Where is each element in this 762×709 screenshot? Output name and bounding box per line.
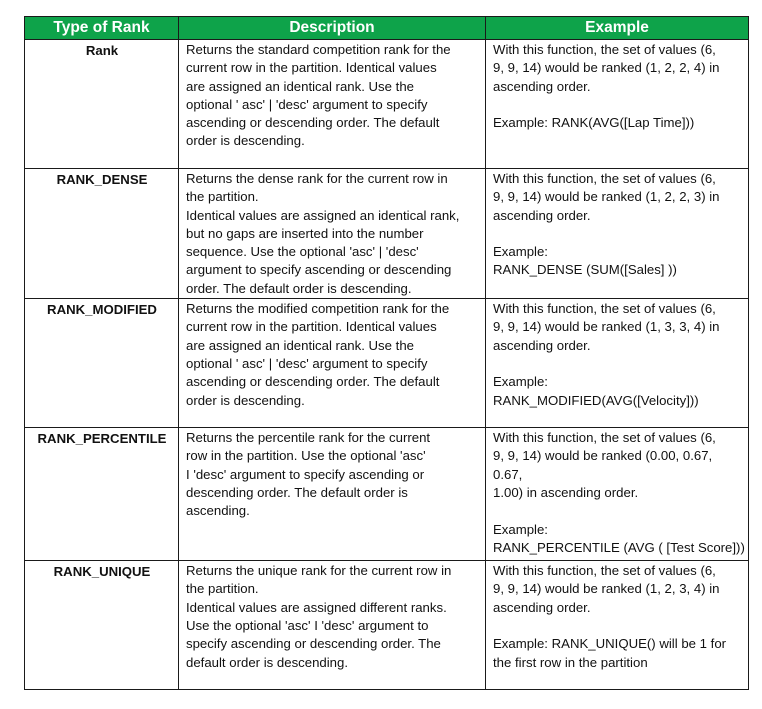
example-text-line: 9, 9, 14) would be ranked (0.00, 0.67, (493, 448, 713, 464)
table-row (25, 561, 749, 690)
rank-type-name: RANK_PERCENTILE (25, 428, 179, 561)
description-line: argument to specify ascending or descending (186, 262, 452, 278)
rank-type-name: RANK_DENSE (25, 169, 179, 299)
example-code-line: the first row in the partition (493, 654, 648, 670)
description-line: current row in the partition. Identical values (186, 319, 437, 335)
description-line: Returns the standard competition rank for the (186, 42, 451, 57)
description-line: Use the optional 'asc' I 'desc' argument to (186, 617, 429, 633)
table-row (25, 428, 749, 561)
description-line: the partition. (186, 581, 259, 597)
description-line: row in the partition. Use the optional 'asc' (186, 448, 426, 464)
header-row (25, 17, 749, 40)
example-spacer (493, 225, 742, 243)
example-text-line: 9, 9, 14) would be ranked (1, 2, 2, 4) in (493, 60, 720, 76)
description-line: Returns the unique rank for the current row in (186, 563, 452, 579)
description-line: but no gaps are inserted into the number (186, 225, 424, 241)
rank-description (179, 428, 486, 561)
description-line: order. The default order is descending. (186, 280, 412, 296)
description-line: Identical values are assigned an identical rank, (186, 207, 460, 223)
table-row (25, 40, 749, 169)
description-line: the partition. (186, 189, 259, 205)
description-line: I 'desc' argument to specify ascending or (186, 466, 425, 482)
description-line: ascending or descending order. The default (186, 115, 440, 131)
example-text-line: 0.67, (493, 466, 523, 482)
example-text-line: 9, 9, 14) would be ranked (1, 3, 3, 4) in (493, 319, 720, 335)
example-code-line: Example: (493, 521, 548, 537)
description-line: sequence. Use the optional 'asc' | 'desc' (186, 244, 419, 260)
example-text-line: With this function, the set of values (6, (493, 301, 716, 317)
description-line: optional ' asc' | 'desc' argument to specify (186, 355, 428, 371)
description-line: optional ' asc' | 'desc' argument to specify (186, 96, 428, 112)
example-text-line: ascending order. (493, 207, 591, 223)
rank-description (179, 40, 486, 169)
rank-type-name: Rank (25, 40, 179, 169)
rank-example (486, 40, 749, 169)
example-code-line: RANK_DENSE (SUM([Sales] )) (493, 262, 677, 278)
table-row (25, 299, 749, 428)
description-line: order is descending. (186, 133, 305, 149)
header-description: Description (179, 17, 486, 40)
rank-description (179, 169, 486, 299)
example-code-line: RANK_PERCENTILE (AVG ( [Test Score])) (493, 539, 745, 555)
rank-example (486, 561, 749, 690)
rank-example (486, 299, 749, 428)
example-text-line: 9, 9, 14) would be ranked (1, 2, 2, 3) in (493, 189, 720, 205)
description-line: ascending or descending order. The default (186, 374, 440, 390)
description-line: are assigned an identical rank. Use the (186, 337, 414, 353)
example-text-line: With this function, the set of values (6, (493, 430, 716, 446)
description-line: Returns the percentile rank for the current (186, 430, 431, 446)
example-spacer (493, 355, 742, 373)
description-line: descending order. The default order is (186, 484, 408, 500)
description-line: Returns the modified competition rank for the (186, 301, 450, 317)
example-code-line: Example: RANK_UNIQUE() will be 1 for (493, 636, 727, 652)
example-text-line: ascending order. (493, 78, 591, 94)
example-code-line: RANK_MODIFIED(AVG([Velocity])) (493, 392, 699, 408)
example-text-line: 1.00) in ascending order. (493, 484, 639, 500)
rank-functions-table (24, 16, 749, 690)
example-text-line: ascending order. (493, 599, 591, 615)
example-code-line: Example: (493, 374, 548, 390)
rank-type-name: RANK_UNIQUE (25, 561, 179, 690)
example-text-line: 9, 9, 14) would be ranked (1, 2, 3, 4) in (493, 581, 720, 597)
description-line: ascending. (186, 503, 250, 519)
description-line: Identical values are assigned different ranks. (186, 599, 447, 615)
rank-type-name: RANK_MODIFIED (25, 299, 179, 428)
example-code-line: Example: RANK(AVG([Lap Time])) (493, 115, 695, 131)
header-example: Example (486, 17, 749, 40)
example-spacer (493, 617, 742, 635)
header-type-of-rank: Type of Rank (25, 17, 179, 40)
example-text-line: ascending order. (493, 337, 591, 353)
table-row (25, 169, 749, 299)
rank-description (179, 561, 486, 690)
description-line: Returns the dense rank for the current row in (186, 171, 448, 186)
rank-example (486, 428, 749, 561)
rank-example (486, 169, 749, 299)
description-line: current row in the partition. Identical values (186, 60, 437, 76)
example-text-line: With this function, the set of values (6, (493, 171, 716, 186)
example-text-line: With this function, the set of values (6, (493, 563, 716, 579)
example-text-line: With this function, the set of values (6, (493, 42, 716, 57)
description-line: are assigned an identical rank. Use the (186, 78, 414, 94)
rank-description (179, 299, 486, 428)
example-spacer (493, 502, 742, 520)
example-spacer (493, 96, 742, 114)
description-line: default order is descending. (186, 654, 349, 670)
example-code-line: Example: (493, 244, 548, 260)
description-line: specify ascending or descending order. The (186, 636, 441, 652)
description-line: order is descending. (186, 392, 305, 408)
